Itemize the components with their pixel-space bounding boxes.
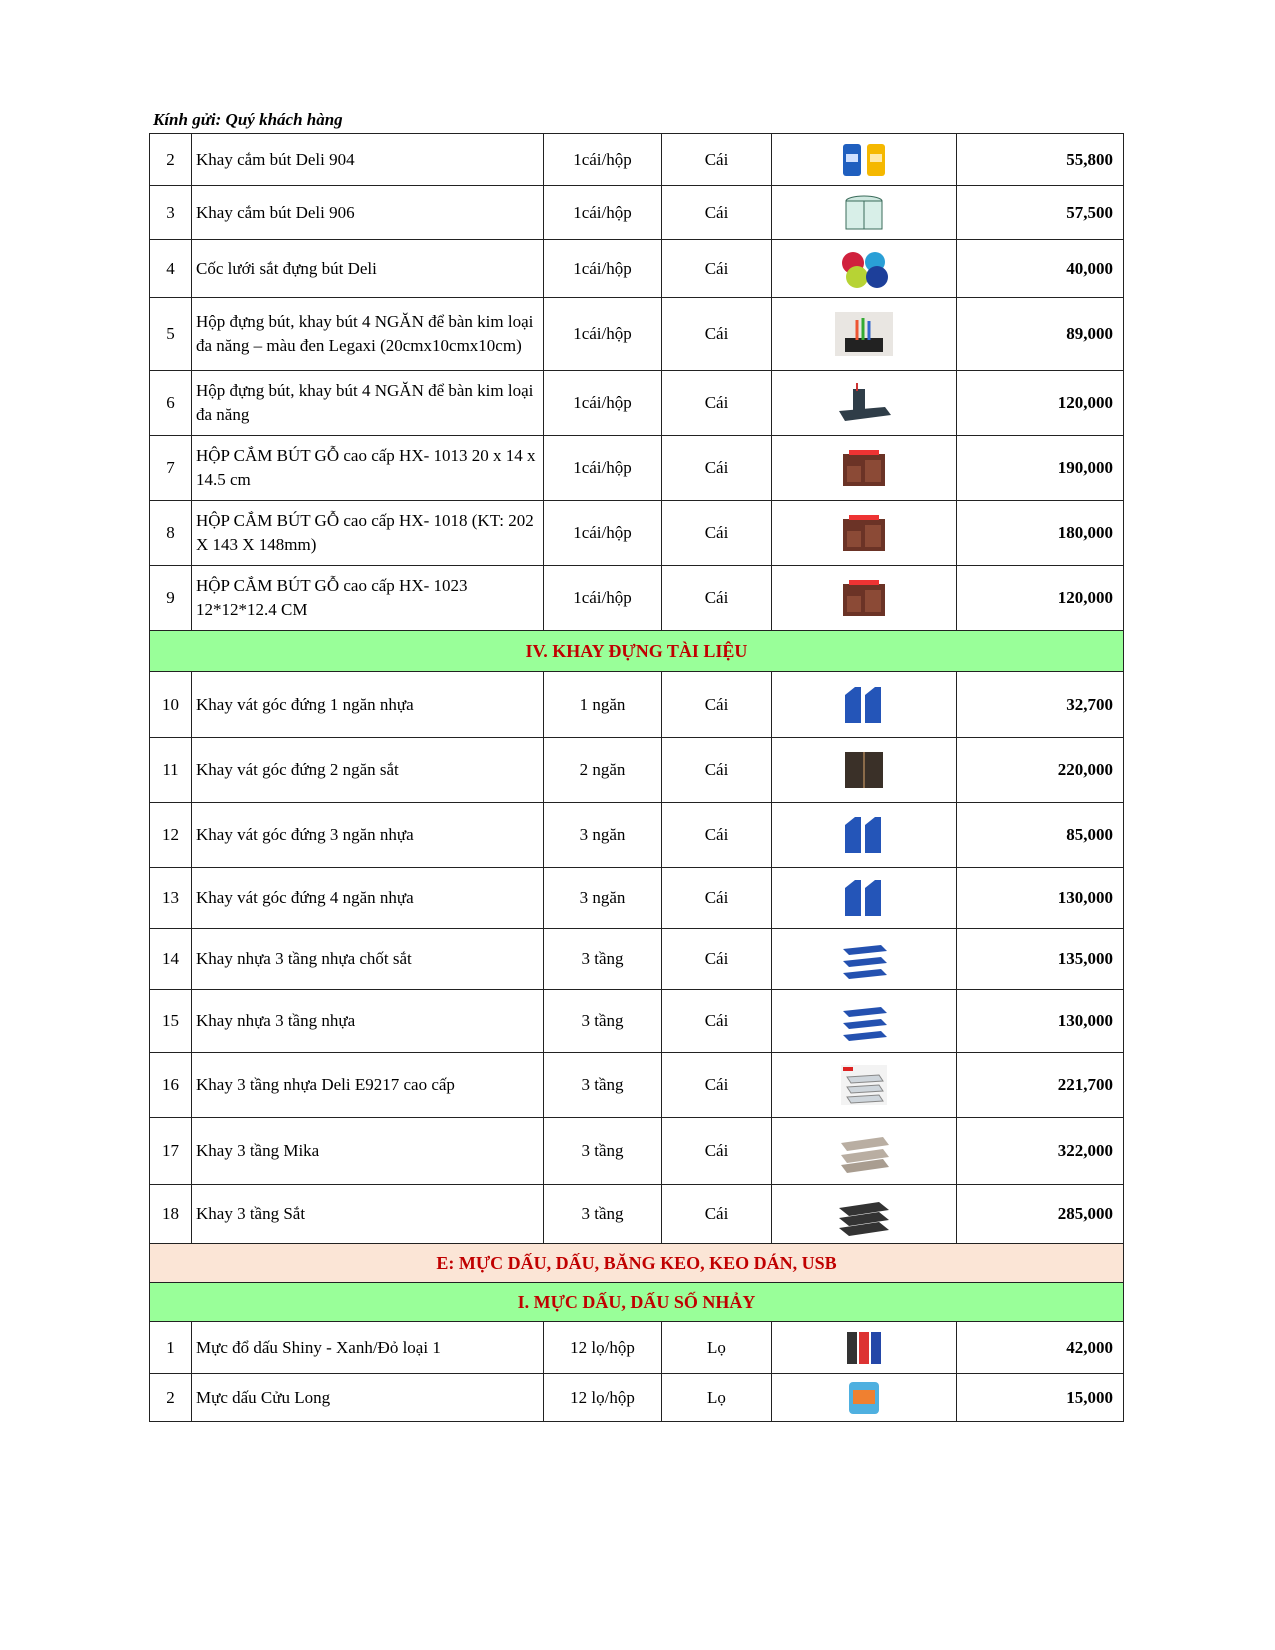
item-unit: Cái (662, 1053, 772, 1118)
item-number: 17 (150, 1118, 192, 1185)
item-price: 120,000 (957, 566, 1124, 631)
item-price: 285,000 (957, 1185, 1124, 1244)
item-number: 1 (150, 1322, 192, 1374)
item-price: 130,000 (957, 868, 1124, 929)
item-name: HỘP CẮM BÚT GỖ cao cấp HX- 1013 20 x 14 x 14.5 cm (192, 436, 544, 501)
item-number: 2 (150, 1374, 192, 1422)
item-spec: 12 lọ/hộp (544, 1374, 662, 1422)
item-name: HỘP CẮM BÚT GỖ cao cấp HX- 1018 (KT: 202 X 143 X 148mm) (192, 501, 544, 566)
item-spec: 2 ngăn (544, 738, 662, 803)
item-name: Mực dấu Cửu Long (192, 1374, 544, 1422)
item-image (772, 1053, 957, 1118)
table-row (150, 436, 1124, 501)
item-unit: Cái (662, 298, 772, 371)
item-price: 55,800 (957, 134, 1124, 186)
item-image (772, 990, 957, 1053)
item-price: 15,000 (957, 1374, 1124, 1422)
table-row (150, 134, 1124, 186)
item-image (772, 868, 957, 929)
item-image (772, 501, 957, 566)
item-spec: 1cái/hộp (544, 186, 662, 240)
item-number: 5 (150, 298, 192, 371)
item-price: 135,000 (957, 929, 1124, 990)
item-price: 120,000 (957, 371, 1124, 436)
item-number: 13 (150, 868, 192, 929)
item-spec: 3 tầng (544, 1053, 662, 1118)
item-spec: 1cái/hộp (544, 371, 662, 436)
table-row (150, 1322, 1124, 1374)
item-unit: Cái (662, 803, 772, 868)
item-image (772, 371, 957, 436)
item-price: 57,500 (957, 186, 1124, 240)
item-image (772, 1118, 957, 1185)
item-unit: Cái (662, 1118, 772, 1185)
item-unit: Cái (662, 186, 772, 240)
item-unit: Lọ (662, 1322, 772, 1374)
tray-3-tier-clear-icon (835, 1063, 893, 1107)
item-spec: 1cái/hộp (544, 501, 662, 566)
item-price: 130,000 (957, 990, 1124, 1053)
table-row (150, 186, 1124, 240)
table-row (150, 240, 1124, 298)
table-row (150, 1118, 1124, 1185)
item-name: Khay nhựa 3 tầng nhựa chốt sắt (192, 929, 544, 990)
item-price: 40,000 (957, 240, 1124, 298)
item-price: 220,000 (957, 738, 1124, 803)
item-number: 10 (150, 672, 192, 738)
pen-holder-blue-yellow-icon (835, 138, 893, 182)
item-spec: 1 ngăn (544, 672, 662, 738)
wooden-pen-box-icon (835, 511, 893, 555)
mesh-cups-icon (835, 247, 893, 291)
tray-3-tier-mica-icon (835, 1129, 893, 1173)
section-title: I. MỰC DẤU, DẤU SỐ NHẢY (150, 1283, 1124, 1322)
table-row (150, 1185, 1124, 1244)
item-name: HỘP CẮM BÚT GỖ cao cấp HX- 1023 12*12*12.4 CM (192, 566, 544, 631)
item-number: 3 (150, 186, 192, 240)
item-spec: 1cái/hộp (544, 566, 662, 631)
item-spec: 1cái/hộp (544, 298, 662, 371)
table-row (150, 501, 1124, 566)
item-price: 89,000 (957, 298, 1124, 371)
item-unit: Cái (662, 672, 772, 738)
item-unit: Cái (662, 929, 772, 990)
item-image (772, 672, 957, 738)
section-header (150, 1283, 1124, 1322)
item-image (772, 298, 957, 371)
table-row (150, 298, 1124, 371)
table-row (150, 929, 1124, 990)
tray-3-tier-blue-icon (835, 999, 893, 1043)
item-price: 42,000 (957, 1322, 1124, 1374)
wooden-pen-box-icon (835, 576, 893, 620)
magazine-file-blue-icon (835, 876, 893, 920)
pen-holder-clear-icon (835, 191, 893, 235)
table-row (150, 803, 1124, 868)
item-image (772, 738, 957, 803)
item-name: Khay vát góc đứng 1 ngăn nhựa (192, 672, 544, 738)
item-name: Khay 3 tầng nhựa Deli E9217 cao cấp (192, 1053, 544, 1118)
item-image (772, 1322, 957, 1374)
item-name: Khay 3 tầng Mika (192, 1118, 544, 1185)
item-spec: 3 tầng (544, 929, 662, 990)
magazine-file-blue-icon (835, 683, 893, 727)
item-price: 85,000 (957, 803, 1124, 868)
item-price: 322,000 (957, 1118, 1124, 1185)
item-image (772, 1374, 957, 1422)
table-row (150, 738, 1124, 803)
item-number: 2 (150, 134, 192, 186)
item-name: Hộp đựng bút, khay bút 4 NGĂN để bàn kim loại đa năng – màu đen Legaxi (20cmx10cmx10cm) (192, 298, 544, 371)
item-spec: 3 tầng (544, 990, 662, 1053)
item-number: 7 (150, 436, 192, 501)
item-image (772, 240, 957, 298)
table-row (150, 672, 1124, 738)
stamp-ink-box-icon (835, 1376, 893, 1420)
item-number: 15 (150, 990, 192, 1053)
item-number: 14 (150, 929, 192, 990)
item-name: Hộp đựng bút, khay bút 4 NGĂN để bàn kim loại đa năng (192, 371, 544, 436)
table-row (150, 1053, 1124, 1118)
table-row (150, 1374, 1124, 1422)
mesh-organizer-tray-icon (835, 381, 893, 425)
table-row (150, 990, 1124, 1053)
item-spec: 3 ngăn (544, 803, 662, 868)
item-price: 32,700 (957, 672, 1124, 738)
item-image (772, 803, 957, 868)
mesh-desk-organizer-icon (835, 312, 893, 356)
item-number: 18 (150, 1185, 192, 1244)
item-name: Khay nhựa 3 tầng nhựa (192, 990, 544, 1053)
item-unit: Cái (662, 501, 772, 566)
item-unit: Lọ (662, 1374, 772, 1422)
wooden-pen-box-icon (835, 446, 893, 490)
item-name: Khay vát góc đứng 4 ngăn nhựa (192, 868, 544, 929)
tray-3-tier-blue-icon (835, 937, 893, 981)
item-name: Khay vát góc đứng 2 ngăn sắt (192, 738, 544, 803)
item-unit: Cái (662, 1185, 772, 1244)
item-image (772, 1185, 957, 1244)
item-name: Khay cắm bút Deli 904 (192, 134, 544, 186)
item-number: 8 (150, 501, 192, 566)
item-name: Khay cắm bút Deli 906 (192, 186, 544, 240)
item-number: 16 (150, 1053, 192, 1118)
section-title: E: MỰC DẤU, DẤU, BĂNG KEO, KEO DÁN, USB (150, 1244, 1124, 1283)
item-spec: 3 tầng (544, 1118, 662, 1185)
mesh-file-holder-icon (835, 748, 893, 792)
item-spec: 1cái/hộp (544, 134, 662, 186)
section-header (150, 631, 1124, 672)
item-name: Khay 3 tầng Sắt (192, 1185, 544, 1244)
table-row (150, 371, 1124, 436)
item-price: 190,000 (957, 436, 1124, 501)
item-unit: Cái (662, 436, 772, 501)
item-image (772, 929, 957, 990)
item-unit: Cái (662, 566, 772, 631)
item-unit: Cái (662, 240, 772, 298)
item-price: 180,000 (957, 501, 1124, 566)
item-unit: Cái (662, 134, 772, 186)
item-number: 6 (150, 371, 192, 436)
item-unit: Cái (662, 990, 772, 1053)
item-name: Mực đổ dấu Shiny - Xanh/Đỏ loại 1 (192, 1322, 544, 1374)
item-spec: 1cái/hộp (544, 436, 662, 501)
item-unit: Cái (662, 868, 772, 929)
item-image (772, 186, 957, 240)
item-name: Cốc lưới sắt đựng bút Deli (192, 240, 544, 298)
item-unit: Cái (662, 738, 772, 803)
item-spec: 3 ngăn (544, 868, 662, 929)
tray-3-tier-metal-icon (835, 1192, 893, 1236)
stamp-ink-bottles-icon (835, 1326, 893, 1370)
item-image (772, 436, 957, 501)
item-spec: 12 lọ/hộp (544, 1322, 662, 1374)
item-number: 4 (150, 240, 192, 298)
greeting: Kính gửi: Quý khách hàng (153, 110, 343, 129)
item-price: 221,700 (957, 1053, 1124, 1118)
item-unit: Cái (662, 371, 772, 436)
item-spec: 3 tầng (544, 1185, 662, 1244)
table-row (150, 566, 1124, 631)
item-name: Khay vát góc đứng 3 ngăn nhựa (192, 803, 544, 868)
section-header (150, 1244, 1124, 1283)
item-number: 11 (150, 738, 192, 803)
magazine-file-blue-icon (835, 813, 893, 857)
item-image (772, 566, 957, 631)
price-table (149, 133, 1124, 1422)
item-number: 12 (150, 803, 192, 868)
table-row (150, 868, 1124, 929)
section-title: IV. KHAY ĐỰNG TÀI LIỆU (150, 631, 1124, 672)
item-number: 9 (150, 566, 192, 631)
item-image (772, 134, 957, 186)
item-spec: 1cái/hộp (544, 240, 662, 298)
